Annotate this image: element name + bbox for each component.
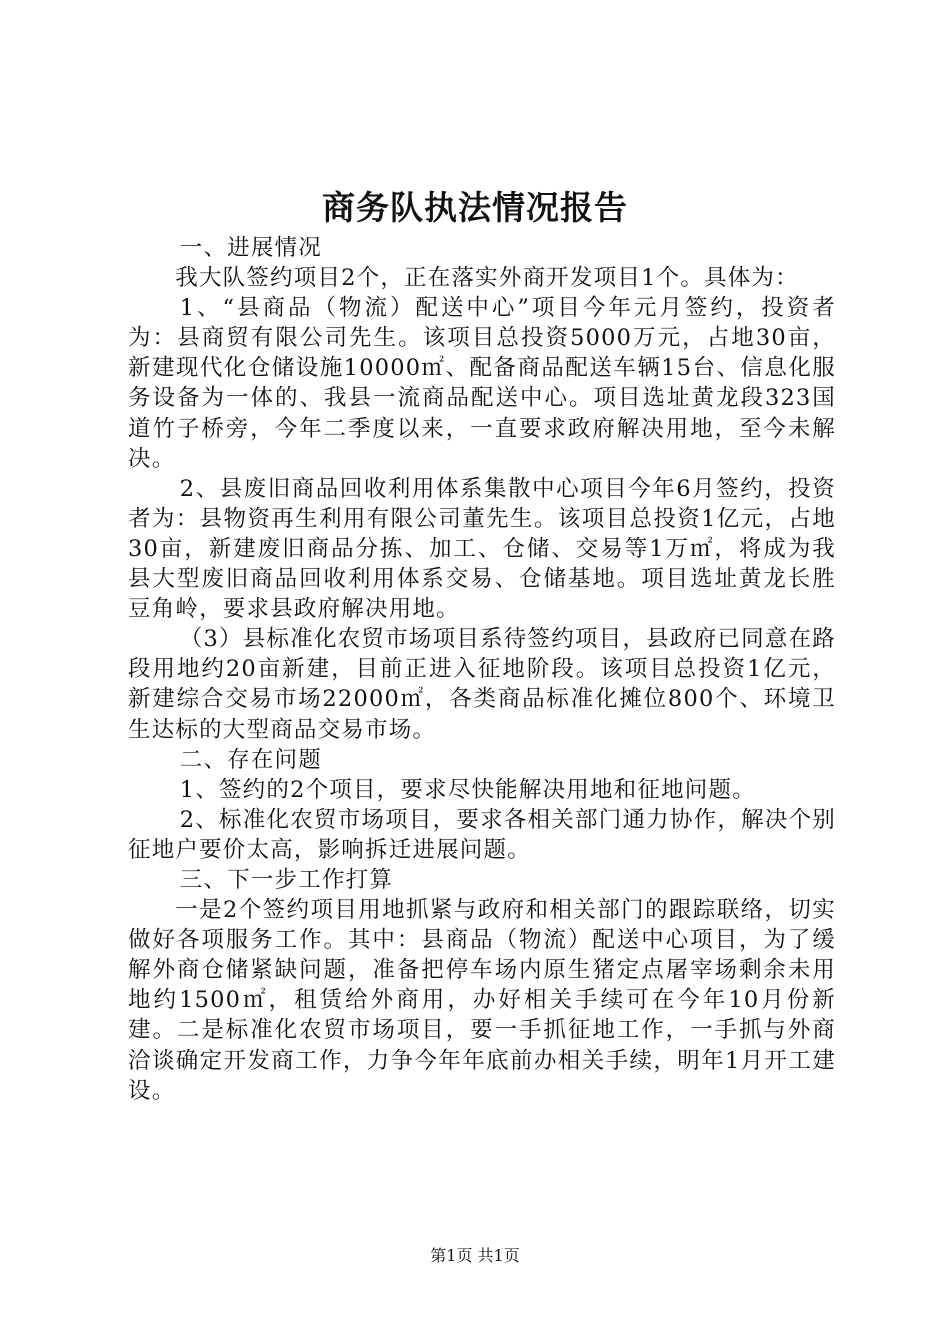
section-heading-progress: 一、进展情况 (179, 235, 322, 261)
document-title: 商务队执法情况报告 (322, 188, 628, 227)
paragraph-problem-2: 2、标准化农贸市场项目，要求各相关部门通力协作，解决个别征地户要价太高，影响拆迁进展问题。 (128, 806, 836, 863)
section-heading-problems: 二、存在问题 (179, 746, 322, 773)
document-body (128, 233, 836, 1106)
paragraph-problem-1: 1、签约的2个项目，要求尽快能解决用地和征地问题。 (179, 776, 756, 803)
paragraph-intro: 我大队签约项目2个，正在落实外商开发项目1个。具体为： (175, 265, 799, 292)
page-footer: 第1页 共1页 (430, 1246, 520, 1265)
section-heading-next-steps: 三、下一步工作打算 (179, 866, 394, 893)
paragraph-project-1: 1、“县商品（物流）配送中心”项目今年元月签约，投资者为：县商贸有限公司先生。该项目总投资5000万元，占地30亩，新建现代化仓储设施10000㎡、配备商品配送车辆15台、信息化服务设备为一体的、我县一流商品配送中心。项目选址黄龙段323国道竹子桥旁，今年二季度以来，一直要求政府解决用地，至今未解决。 (128, 295, 836, 472)
paragraph-project-2: 2、县废旧商品回收利用体系集散中心项目今年6月签约，投资者为：县物资再生利用有限公司董先生。该项目总投资1亿元，占地30亩，新建废旧商品分拣、加工、仓储、交易等1万㎡，将成为我县大型废旧商品回收利用体系交易、仓储基地。项目选址黄龙长胜豆角岭，要求县政府解决用地。 (128, 475, 836, 623)
paragraph-next-steps: 一是2个签约项目用地抓紧与政府和相关部门的跟踪联络，切实做好各项服务工作。其中：县商品（物流）配送中心项目，为了缓解外商仓储紧缺问题，准备把停车场内原生猪定点屠宰场剩余未用地约1500㎡，租赁给外商用，办好相关手续可在今年10月份新建。二是标准化农贸市场项目，要一手抓征地工作，一手抓与外商洽谈确定开发商工作，力争今年年底前办相关手续，明年1月开工建设。 (128, 897, 836, 1104)
paragraph-project-3: （3）县标准化农贸市场项目系待签约项目，县政府已同意在路段用地约20亩新建，目前正进入征地阶段。该项目总投资1亿元，新建综合交易市场22000㎡，各类商品标准化摊位800个、环境卫生达标的大型商品交易市场。 (128, 626, 836, 743)
